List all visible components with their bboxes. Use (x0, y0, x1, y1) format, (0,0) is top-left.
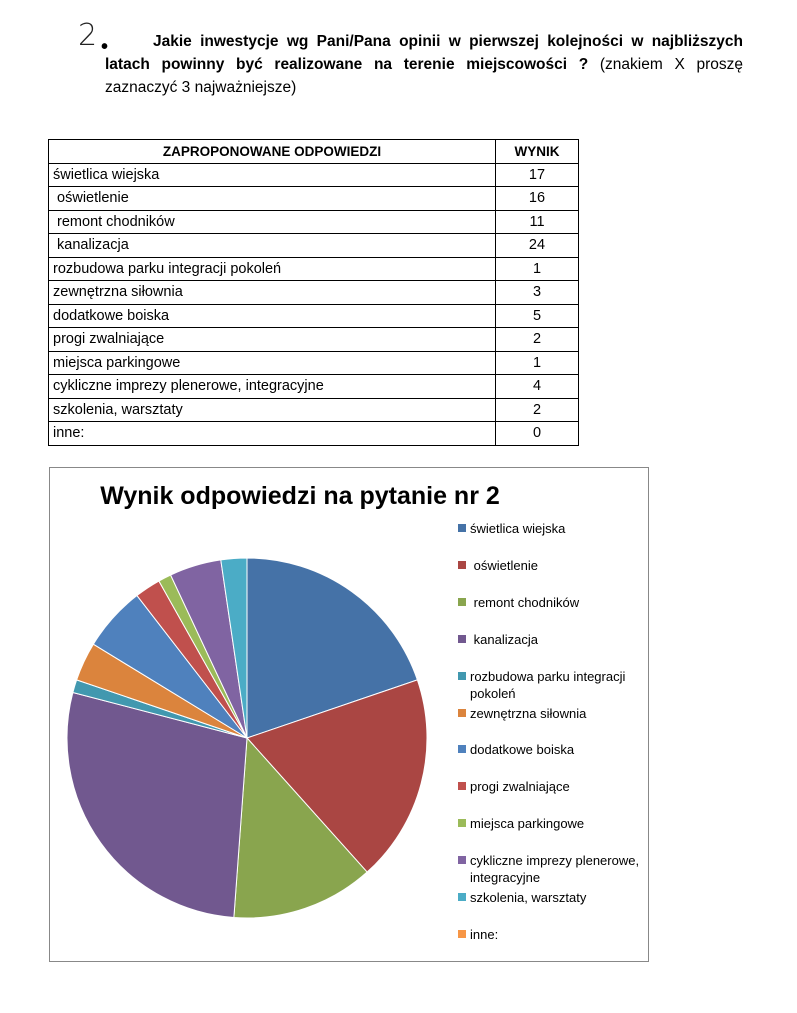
table-row (49, 210, 579, 234)
answer-label: kanalizacja (49, 234, 496, 258)
answer-label: inne: (49, 422, 496, 446)
table-row (49, 163, 579, 187)
question-text-instruction: (znakiem X proszę zaznaczyć 3 najważniejsze) (105, 56, 743, 96)
answer-value: 5 (496, 304, 579, 328)
table-row (49, 398, 579, 422)
legend-swatch (458, 598, 466, 606)
answer-value: 16 (496, 187, 579, 211)
answer-label: miejsca parkingowe (49, 351, 496, 375)
header-result: WYNIK (496, 140, 579, 164)
answer-value: 17 (496, 163, 579, 187)
legend-label: rozbudowa parku integracji pokoleń (470, 669, 629, 701)
question-bullet: • (101, 36, 109, 58)
legend-label: miejsca parkingowe (470, 816, 585, 831)
answer-value: 2 (496, 328, 579, 352)
legend-swatch (458, 524, 466, 532)
legend-label: oświetlenie (470, 558, 538, 573)
legend-label: cykliczne imprezy plenerowe, integracyjne (470, 853, 643, 885)
legend-swatch (458, 930, 466, 938)
legend-item (458, 631, 643, 648)
legend-label: remont chodników (470, 595, 580, 610)
answer-value: 0 (496, 422, 579, 446)
table-row (49, 281, 579, 305)
legend-swatch (458, 893, 466, 901)
legend-label: zewnętrzna siłownia (470, 706, 587, 721)
answer-value: 11 (496, 210, 579, 234)
legend-item (458, 668, 643, 702)
answer-label: oświetlenie (49, 187, 496, 211)
table-row (49, 234, 579, 258)
legend-swatch (458, 745, 466, 753)
legend-swatch (458, 782, 466, 790)
legend-item (458, 741, 643, 758)
table-row (49, 304, 579, 328)
legend-item (458, 889, 643, 906)
legend-item (458, 926, 643, 943)
legend-swatch (458, 856, 466, 864)
pie-plot-area (50, 468, 458, 961)
answer-label: progi zwalniające (49, 328, 496, 352)
answer-label: szkolenia, warsztaty (49, 398, 496, 422)
answer-label: cykliczne imprezy plenerowe, integracyjne (49, 375, 496, 399)
answer-value: 4 (496, 375, 579, 399)
legend-item (458, 594, 643, 611)
answer-value: 3 (496, 281, 579, 305)
answer-label: zewnętrzna siłownia (49, 281, 496, 305)
legend-item (458, 852, 643, 886)
answer-value: 2 (496, 398, 579, 422)
legend-label: dodatkowe boiska (470, 742, 575, 757)
table-header-row (49, 140, 579, 164)
question-text (105, 30, 743, 99)
table-body (49, 163, 579, 445)
legend-swatch (458, 819, 466, 827)
pie-chart (49, 467, 649, 962)
legend-item (458, 520, 643, 537)
chart-title: Wynik odpowiedzi na pytanie nr 2 (100, 482, 500, 510)
answer-value: 1 (496, 351, 579, 375)
table-row (49, 257, 579, 281)
legend-item (458, 815, 643, 832)
answers-table (48, 139, 579, 446)
legend-label: świetlica wiejska (470, 521, 566, 536)
legend-label: kanalizacja (470, 632, 538, 647)
table-row (49, 328, 579, 352)
question-text-bold: Jakie inwestycje wg Pani/Pana opinii w pierwszej kolejności w najbliższych latach powinny być realizowane na terenie miejscowości ? (105, 33, 743, 73)
legend-swatch (458, 561, 466, 569)
answer-value: 1 (496, 257, 579, 281)
legend-label: szkolenia, warsztaty (470, 890, 587, 905)
legend-label: progi zwalniające (470, 779, 570, 794)
table-row (49, 375, 579, 399)
legend-swatch (458, 635, 466, 643)
legend-label: inne: (470, 927, 499, 942)
legend-item (458, 557, 643, 574)
answer-value: 24 (496, 234, 579, 258)
table-row (49, 351, 579, 375)
legend-item (458, 705, 643, 722)
header-answers: ZAPROPONOWANE ODPOWIEDZI (49, 140, 496, 164)
answer-label: świetlica wiejska (49, 163, 496, 187)
question-number: 2 (78, 18, 98, 53)
answer-label: dodatkowe boiska (49, 304, 496, 328)
table-row (49, 422, 579, 446)
answer-label: remont chodników (49, 210, 496, 234)
table-row (49, 187, 579, 211)
legend-swatch (458, 709, 466, 717)
legend-item (458, 778, 643, 795)
answer-label: rozbudowa parku integracji pokoleń (49, 257, 496, 281)
legend-swatch (458, 672, 466, 680)
